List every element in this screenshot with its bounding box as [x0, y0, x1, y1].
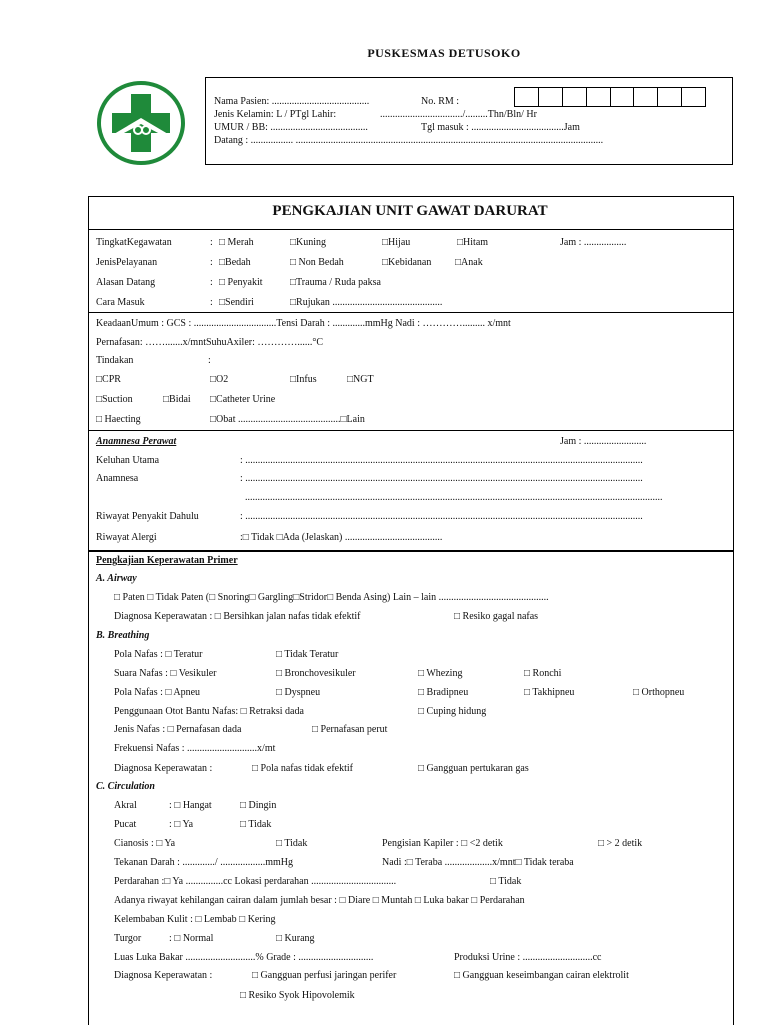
checkbox-resiko-syok[interactable]: □ Resiko Syok Hipovolemik [240, 990, 355, 1001]
cianosis[interactable]: Cianosis : □ Ya [114, 838, 176, 849]
checkbox-gangguan-perfusi[interactable]: □ Gangguan perfusi jaringan perifer [252, 970, 397, 981]
airway-options[interactable]: □ Paten □ Tidak Paten (□ Snoring□ Gargling□Stridor□ Benda Asing) Lain – lain ............................................ [114, 592, 549, 603]
patient-admit-date: Tgl masuk : .....................................Jam [421, 122, 580, 133]
nadi[interactable]: Nadi :□ Teraba ...................x/mnt□ Tidak teraba [382, 857, 574, 868]
checkbox-pucat-ya[interactable]: : □ Ya [169, 819, 194, 830]
checkbox-lebih-2-detik[interactable]: □ > 2 detik [598, 838, 643, 849]
perdarahan[interactable]: Perdarahan :□ Ya ...............cc Lokasi perdarahan .................................. [114, 876, 397, 887]
patient-arrival: Datang : ................. ........................................................................................................................... [214, 135, 604, 146]
checkbox-anak[interactable]: □Anak [455, 257, 483, 268]
checkbox-perdarahan-tidak[interactable]: □ Tidak [490, 876, 522, 887]
tindakan-label: Tindakan [96, 355, 134, 366]
triage-jam[interactable]: Jam : ................. [560, 237, 627, 248]
pola-nafas-2[interactable]: Pola Nafas : □ Apneu [114, 687, 201, 698]
anamnesa-jam[interactable]: Jam : ......................... [560, 436, 647, 447]
checkbox-kebidanan[interactable]: □Kebidanan [382, 257, 432, 268]
checkbox-ronchi[interactable]: □ Ronchi [524, 668, 562, 679]
checkbox-infus[interactable]: □Infus [290, 374, 317, 385]
checkbox-normal[interactable]: : □ Normal [169, 933, 214, 944]
breathing-heading: B. Breathing [96, 630, 150, 641]
form-title: PENGKAJIAN UNIT GAWAT DARURAT [272, 203, 548, 219]
checkbox-tidak-teratur[interactable]: □ Tidak Teratur [276, 649, 339, 660]
checkbox-catheter[interactable]: □Catheter Urine [210, 394, 276, 405]
circulation-diagnosis-label: Diagnosa Keperawatan : [114, 970, 213, 981]
clinic-name: PUSKESMAS DETUSOKO [367, 46, 521, 60]
riwayat-label: Riwayat Penyakit Dahulu [96, 511, 199, 522]
pola-nafas[interactable]: Pola Nafas : □ Teratur [114, 649, 203, 660]
patient-dob-value: ................................./.........Thn/Bln/ Hr [380, 109, 537, 120]
keluhan-field[interactable]: : ............................................................................................................................................................... [240, 455, 643, 466]
riwayat-kehilangan-cairan[interactable]: Adanya riwayat kehilangan cairan dalam jumlah besar : □ Diare □ Muntah □ Luka bakar □ Perdarahan [114, 895, 525, 906]
akral-label: Akral [114, 800, 137, 811]
alergi-options[interactable]: :□ Tidak □Ada (Jelaskan) ....................................... [240, 532, 443, 543]
checkbox-suction[interactable]: □Suction [96, 394, 133, 405]
checkbox-hangat[interactable]: : □ Hangat [169, 800, 212, 811]
checkbox-bronchovesikuler[interactable]: □ Bronchovesikuler [276, 668, 356, 679]
checkbox-pucat-tidak[interactable]: □ Tidak [240, 819, 272, 830]
checkbox-sendiri[interactable]: □Sendiri [219, 297, 254, 308]
breathing-diagnosis-label: Diagnosa Keperawatan : [114, 763, 213, 774]
colon: : [210, 277, 213, 288]
checkbox-kuning[interactable]: □Kuning [290, 237, 327, 248]
no-rm-boxes[interactable] [514, 87, 706, 107]
produksi-urine[interactable]: Produksi Urine : ............................cc [454, 952, 602, 963]
primer-title: Pengkajian Keperawatan Primer [96, 555, 238, 566]
patient-name: Nama Pasien: ....................................... [214, 96, 370, 107]
vitals-line-2[interactable]: Pernafasan: …….......x/mntSuhuAxiler: …………......°C [96, 337, 324, 348]
checkbox-haecting[interactable]: □ Haecting [96, 414, 141, 425]
checkbox-obat-lain[interactable]: □Obat .........................................□Lain [210, 414, 365, 425]
colon: : [210, 297, 213, 308]
pengisian-kapiler[interactable]: Pengisian Kapiler : □ <2 detik [382, 838, 503, 849]
checkbox-bedah[interactable]: □Bedah [219, 257, 251, 268]
checkbox-gangguan-pertukaran-gas[interactable]: □ Gangguan pertukaran gas [418, 763, 529, 774]
puskesmas-logo [96, 80, 186, 166]
colon: : [210, 237, 213, 248]
checkbox-pernafasan-perut[interactable]: □ Pernafasan perut [312, 724, 388, 735]
entry-method-label: Cara Masuk [96, 297, 145, 308]
checkbox-dingin[interactable]: □ Dingin [240, 800, 277, 811]
anamnesa-field[interactable]: : ............................................................................................................................................................... [240, 473, 643, 484]
checkbox-trauma[interactable]: □Trauma / Ruda paksa [290, 277, 381, 288]
checkbox-cuping-hidung[interactable]: □ Cuping hidung [418, 706, 487, 717]
airway-heading: A. Airway [96, 573, 137, 584]
checkbox-pola-nafas-tidak-efektif[interactable]: □ Pola nafas tidak efektif [252, 763, 354, 774]
checkbox-rujukan[interactable]: □Rujukan ............................................ [290, 297, 443, 308]
arrival-reason-label: Alasan Datang [96, 277, 156, 288]
checkbox-bidai[interactable]: □Bidai [163, 394, 191, 405]
checkbox-cpr[interactable]: □CPR [96, 374, 121, 385]
checkbox-penyakit[interactable]: □ Penyakit [219, 277, 263, 288]
tekanan-darah[interactable]: Tekanan Darah : ............./ ..................mmHg [114, 857, 293, 868]
anamnesa-field-2[interactable]: ....................................................................................................................................................................... [245, 492, 663, 503]
checkbox-non-bedah[interactable]: □ Non Bedah [290, 257, 344, 268]
alergi-label: Riwayat Alergi [96, 532, 157, 543]
checkbox-kurang[interactable]: □ Kurang [276, 933, 315, 944]
checkbox-hitam[interactable]: □Hitam [457, 237, 489, 248]
circulation-heading: C. Circulation [96, 781, 155, 792]
luas-luka-bakar[interactable]: Luas Luka Bakar ............................% Grade : .............................. [114, 952, 374, 963]
checkbox-o2[interactable]: □O2 [210, 374, 229, 385]
checkbox-gangguan-keseimbangan[interactable]: □ Gangguan keseimbangan cairan elektrolit [454, 970, 629, 981]
checkbox-orthopneu[interactable]: □ Orthopneu [633, 687, 685, 698]
vitals-line-1[interactable]: KeadaanUmum : GCS : .................................Tensi Darah : .............mmHg Nadi : …………......... x/mnt [96, 318, 511, 329]
patient-gender-dob: Jenis Kelamin: L / PTgl Lahir: [214, 109, 337, 120]
checkbox-merah[interactable]: □ Merah [219, 237, 254, 248]
turgor-label: Turgor [114, 933, 142, 944]
otot-bantu[interactable]: Penggunaan Otot Bantu Nafas: □ Retraksi dada [114, 706, 304, 717]
pucat-label: Pucat [114, 819, 137, 830]
checkbox-hijau[interactable]: □Hijau [382, 237, 411, 248]
suara-nafas[interactable]: Suara Nafas : □ Vesikuler [114, 668, 217, 679]
no-rm-label: No. RM : [421, 96, 460, 107]
checkbox-ngt[interactable]: □NGT [347, 374, 374, 385]
keluhan-label: Keluhan Utama [96, 455, 160, 466]
checkbox-whezing[interactable]: □ Whezing [418, 668, 463, 679]
checkbox-takhipneu[interactable]: □ Takhipneu [524, 687, 575, 698]
anamnesa-title: Anamnesa Perawat [96, 436, 177, 447]
frekuensi-nafas[interactable]: Frekuensi Nafas : ............................x/mt [114, 743, 276, 754]
colon: : [210, 257, 213, 268]
checkbox-resiko-gagal-nafas[interactable]: □ Resiko gagal nafas [454, 611, 539, 622]
kelembaban-kulit[interactable]: Kelembaban Kulit : □ Lembab □ Kering [114, 914, 276, 925]
airway-diagnosis[interactable]: Diagnosa Keperawatan : □ Bersihkan jalan nafas tidak efektif [114, 611, 361, 622]
checkbox-cianosis-tidak[interactable]: □ Tidak [276, 838, 308, 849]
checkbox-bradipneu[interactable]: □ Bradipneu [418, 687, 469, 698]
riwayat-field[interactable]: : ............................................................................................................................................................... [240, 511, 643, 522]
jenis-nafas[interactable]: Jenis Nafas : □ Pernafasan dada [114, 724, 242, 735]
colon: : [208, 355, 211, 366]
anamnesa-label: Anamnesa [96, 473, 139, 484]
triage-label: TingkatKegawatan [96, 237, 172, 248]
checkbox-dyspneu[interactable]: □ Dyspneu [276, 687, 321, 698]
service-label: JenisPelayanan [96, 257, 158, 268]
patient-age: UMUR / BB: ....................................... [214, 122, 368, 133]
